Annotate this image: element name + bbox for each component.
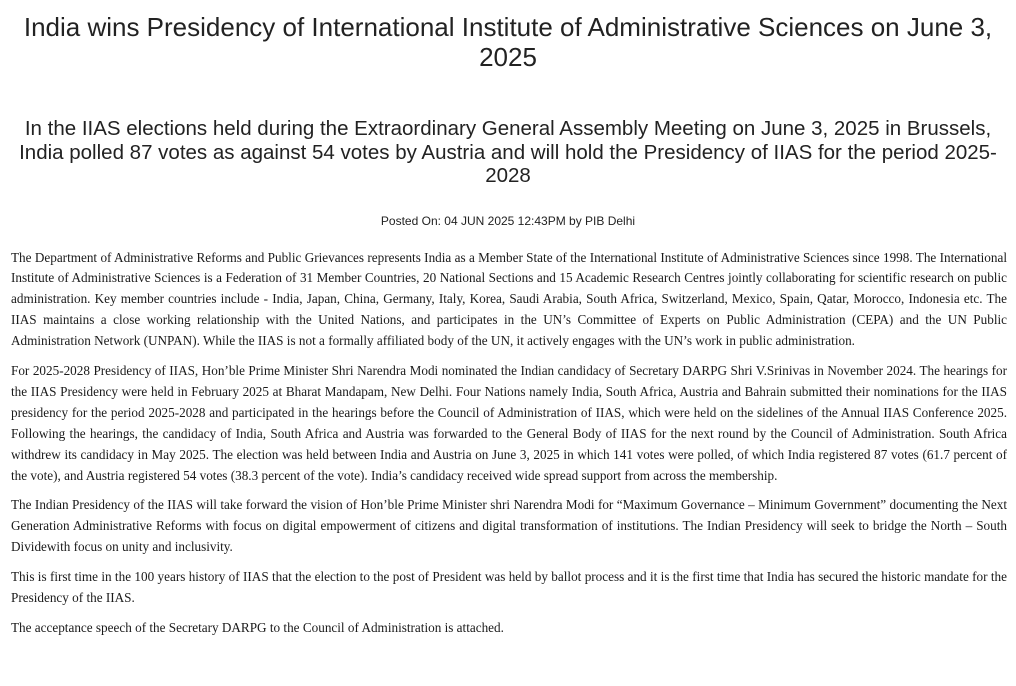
subheadline: In the IIAS elections held during the Extraordinary General Assembly Meeting on June 3, 2025 in Brussels, India polled 87 votes as against 54 votes by Austria and will hold the Presidency of IIAS for the period 2025-2028 — [19, 117, 997, 187]
paragraph-indian-presidency-vision: The Indian Presidency of the IIAS will take forward the vision of Hon’ble Prime Minister shri Narendra Modi for “Maximum Governance – Minimum Government” documenting the Next Generation Administrative Reforms with focus on digital empowerment of citizens and digital transformation of institutions. The Indian Presidency will seek to bridge the North – South Dividewith focus on unity and inclusivity. — [11, 497, 1007, 555]
headline: India wins Presidency of International Institute of Administrative Sciences on June 3, 2025 — [23, 12, 993, 72]
paragraph-iias-membership: The Department of Administrative Reforms and Public Grievances represents India as a Member State of the International Institute of Administrative Sciences since 1998. The International Institute of Administrative Sciences is a Federation of 31 Member Countries, 20 National Sections and 15 Academic Research Centres jointly collaborating for scientific research on public administration. Key member countries include - India, Japan, China, Germany, Italy, Korea, Saudi Arabia, South Africa, Switzerland, Mexico, Spain, Qatar, Morocco, Indonesia etc. The IIAS maintains a close working relationship with the United Nations, and participates in the UN’s Committee of Experts on Public Administration (CEPA) and the UN Public Administration Network (UNPAN). While the IIAS is not a formally affiliated body of the UN, it actively engages with the UN’s work in public administration. — [11, 249, 1007, 349]
paragraph-historic-mandate: This is first time in the 100 years history of IIAS that the election to the post of President was held by ballot process and it is the first time that India has secured the historic mandate for the Presidency of the IIAS. — [11, 569, 1007, 606]
posted-on-line: Posted On: 04 JUN 2025 12:43PM by PIB Delhi — [380, 213, 636, 228]
paragraph-acceptance-speech: The acceptance speech of the Secretary DARPG to the Council of Administration is attached. — [11, 620, 504, 635]
article-body — [11, 248, 1007, 639]
paragraph-election-process: For 2025-2028 Presidency of IIAS, Hon’ble Prime Minister Shri Narendra Modi nominated the Indian candidacy of Secretary DARPG Shri V.Srinivas in November 2024. The hearings for the IIAS Presidency were held in February 2025 at Bharat Mandapam, New Delhi. Four Nations namely India, South Africa, Austria and Bahrain submitted their nominations for the IIAS presidency for the period 2025-2028 and participated in the hearings before the Council of Administration of IIAS, which were held on the sidelines of the Annual IIAS Conference 2025. Following the hearings, the candidacy of India, South Africa and Austria was forwarded to the General Body of IIAS for the next round by the Council of Administration. South Africa withdrew its candidacy in May 2025. The election was held between India and Austria on June 3, 2025 in which 141 votes were polled, of which India registered 87 votes (61.7 percent of the vote), and Austria registered 54 votes (38.3 percent of the vote). India’s candidacy received wide spread support from across the membership. — [11, 363, 1007, 483]
